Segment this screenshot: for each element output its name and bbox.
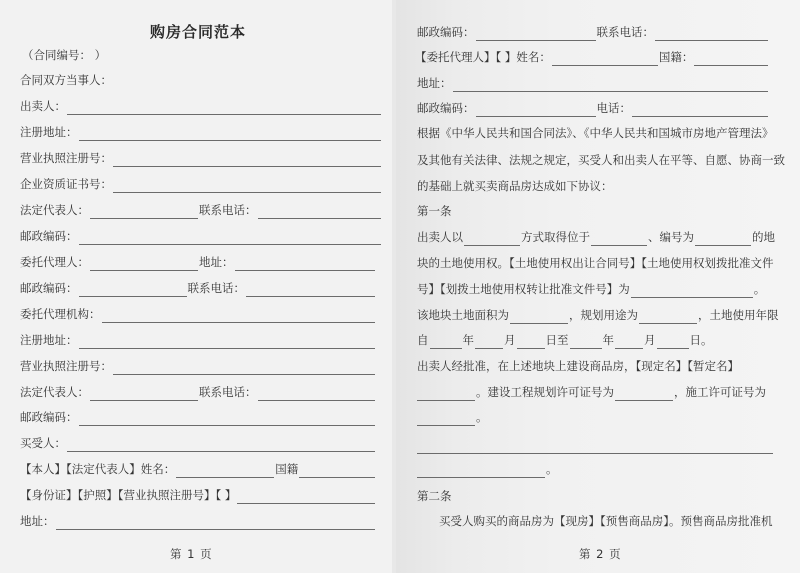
buyer-name-row — [20, 460, 376, 478]
qualification-row — [20, 175, 382, 193]
document-page-2 — [396, 0, 800, 573]
agent-label: 委托代理人： — [20, 255, 89, 269]
a1-line2-text: 块的土地使用权。【土地使用权出让合同号】【土地使用权划拨批准文件 — [417, 256, 774, 270]
p2-nationality-label: 国籍： — [658, 50, 694, 64]
postcode3-field[interactable] — [79, 412, 376, 426]
p2-address-label: 地址： — [417, 76, 452, 90]
p2-postcode-field[interactable] — [476, 27, 596, 41]
a1-line4-text-3: ，土地使用年限 — [698, 308, 779, 322]
license-no2-row — [20, 357, 376, 375]
additional-info-field[interactable] — [417, 440, 773, 454]
reg-address-field[interactable] — [79, 127, 382, 141]
contact-phone3-label: 联系电话： — [199, 385, 257, 399]
contact-phone2-field[interactable] — [246, 283, 375, 297]
postcode3-row — [20, 408, 376, 426]
additional-info-field-2[interactable] — [417, 464, 545, 478]
contract-number-label: （合同编号： ） — [22, 48, 107, 62]
land-number-field[interactable] — [695, 232, 751, 246]
p2-para1-line3 — [417, 177, 613, 195]
license-no2-field[interactable] — [113, 361, 375, 375]
p2-postcode2-label: 邮政编码： — [417, 101, 475, 115]
p2-para1-line1-text: 根据《中华人民共和国合同法》、《中华人民共和国城市房地产管理法》 — [417, 126, 774, 140]
article-1-heading-text: 第一条 — [417, 204, 452, 218]
buyer-row — [20, 434, 376, 452]
p2-agent-name-label: 【委托代理人】【 】姓名： — [415, 50, 551, 64]
postcode-field[interactable] — [79, 231, 382, 245]
postcode2-field[interactable] — [79, 283, 187, 297]
buyer-address-row — [20, 512, 376, 530]
acquisition-method-field[interactable] — [464, 232, 520, 246]
reg-address-row — [20, 123, 382, 141]
a1-line8-period: 。 — [476, 410, 488, 424]
a1-line10 — [417, 460, 558, 478]
legal-rep2-field[interactable] — [90, 387, 198, 401]
agency-field[interactable] — [102, 309, 376, 323]
p2-address-field[interactable] — [453, 78, 769, 92]
p2-phone-field[interactable] — [632, 103, 768, 117]
a1-line1-text-2: 方式取得位于 — [521, 230, 590, 244]
license-no2-label: 营业执照注册号： — [20, 359, 112, 373]
postcode-label: 邮政编码： — [20, 229, 78, 243]
reg-address2-row — [20, 331, 376, 349]
a1-line3-period: 。 — [753, 282, 766, 296]
a1-line6-text: 出卖人经批准，在上述地块上建设商品房，【现定名】【暂定名】 — [417, 359, 739, 373]
p2-contact-phone-label: 联系电话： — [596, 25, 654, 39]
agent-row — [20, 253, 376, 271]
p2-para1-line3-text: 的基础上就买卖商品房达成如下协议： — [417, 179, 613, 193]
start-day-field[interactable] — [517, 335, 545, 349]
agency-label: 委托代理机构： — [20, 307, 101, 321]
buyer-field[interactable] — [67, 438, 375, 452]
agent-address-label: 地址： — [199, 255, 234, 269]
license-no-label: 营业执照注册号： — [20, 151, 112, 165]
qualification-label: 企业资质证书号： — [20, 177, 112, 191]
a1-line9 — [417, 436, 774, 454]
a1-line4 — [417, 306, 779, 324]
a1-line3 — [417, 280, 765, 298]
a1-line2 — [417, 254, 774, 272]
license-no-row — [20, 149, 382, 167]
month-label-2: 月 — [644, 333, 656, 347]
agent-field[interactable] — [90, 257, 198, 271]
p2-para1-line2-text: 及其他有关法律、法规之规定，买受人和出卖人在平等、自愿、协商一致 — [417, 153, 785, 167]
p2-phone-label: 电话： — [596, 101, 631, 115]
a1-line4-text-1: 该地块土地面积为 — [417, 308, 509, 322]
postcode3-label: 邮政编码： — [20, 410, 78, 424]
day-label-2: 日。 — [689, 333, 713, 347]
a2-line1 — [439, 512, 773, 530]
p2-contact-phone-field[interactable] — [655, 27, 768, 41]
p2-agent-name-field[interactable] — [552, 52, 658, 66]
buyer-label: 买受人： — [20, 436, 66, 450]
document-page-1 — [0, 0, 396, 573]
agent-address-field[interactable] — [235, 257, 376, 271]
land-doc-number-field[interactable] — [631, 284, 753, 298]
planning-permit-field[interactable] — [615, 387, 673, 401]
month-label: 月 — [504, 333, 516, 347]
planned-use-field[interactable] — [639, 310, 697, 324]
contact-phone-field[interactable] — [258, 205, 382, 219]
seller-label: 出卖人： — [20, 99, 66, 113]
contact-phone3-field[interactable] — [258, 387, 376, 401]
land-area-field[interactable] — [510, 310, 568, 324]
project-name-field[interactable] — [417, 387, 475, 401]
a1-line6 — [417, 357, 739, 375]
postcode-row — [20, 227, 382, 245]
page-number-1: 第 1 页 — [170, 547, 213, 561]
end-day-field[interactable] — [657, 335, 689, 349]
document-title: 购房合同范本 — [149, 23, 246, 41]
buyer-address-label: 地址： — [20, 514, 55, 528]
article-2-heading-text: 第二条 — [417, 489, 452, 503]
p2-para1-line1 — [417, 124, 774, 142]
parties-heading — [20, 71, 112, 89]
day-to-label: 日至 — [545, 333, 569, 347]
article-1-heading — [417, 202, 452, 220]
parties-heading-text: 合同双方当事人： — [20, 73, 112, 87]
legal-rep-row — [20, 201, 382, 219]
page-number-2: 第 2 页 — [579, 547, 622, 561]
agency-row — [20, 305, 376, 323]
contact-phone-label: 联系电话： — [199, 203, 257, 217]
buyer-name-label: 【本人】【法定代表人】姓名： — [20, 462, 176, 476]
start-year-field[interactable] — [430, 335, 462, 349]
seller-row — [20, 97, 382, 115]
a1-line7-text-1: 。建设工程规划许可证号为 — [476, 385, 614, 399]
legal-rep-field[interactable] — [90, 205, 198, 219]
construction-permit-field[interactable] — [417, 412, 475, 426]
date-from-label: 自 — [417, 333, 429, 347]
seller-field[interactable] — [67, 101, 381, 115]
p2-postcode2-field[interactable] — [476, 103, 596, 117]
reg-address2-field[interactable] — [79, 335, 376, 349]
postcode2-row — [20, 279, 376, 297]
a1-line3-text: 号】【划拨土地使用权转让批准文件号】为 — [417, 282, 630, 296]
legal-rep2-label: 法定代表人： — [20, 385, 89, 399]
land-location-field[interactable] — [591, 232, 647, 246]
start-month-field[interactable] — [475, 335, 503, 349]
year-label-2: 年 — [602, 333, 614, 347]
p2-para1-line2 — [417, 151, 785, 169]
p2-postcode-row — [417, 23, 769, 41]
p2-address-row — [417, 74, 769, 92]
a1-line1-text-1: 出卖人以 — [417, 230, 463, 244]
reg-address-label: 注册地址： — [20, 125, 78, 139]
buyer-id-field[interactable] — [237, 490, 375, 504]
a1-line4-text-2: ，规划用途为 — [569, 308, 638, 322]
buyer-nationality-label: 国籍 — [275, 462, 299, 476]
a1-line1-text-4: 的地 — [752, 230, 775, 244]
a1-line7-text-2: ，施工许可证号为 — [674, 385, 766, 399]
contact-phone2-label: 联系电话： — [187, 281, 245, 295]
year-label: 年 — [462, 333, 474, 347]
end-year-field[interactable] — [570, 335, 602, 349]
p2-postcode2-row — [417, 99, 769, 117]
article-2-heading — [417, 487, 452, 505]
reg-address2-label: 注册地址： — [20, 333, 78, 347]
a2-line1-text: 买受人购买的商品房为【现房】【预售商品房】。预售商品房批准机 — [439, 514, 773, 528]
a1-line5-date-range — [417, 331, 713, 349]
legal-rep-label: 法定代表人： — [20, 203, 89, 217]
a1-line8 — [417, 408, 488, 426]
p2-nationality-field[interactable] — [694, 52, 768, 66]
a1-line10-period: 。 — [546, 462, 558, 476]
p2-postcode-label: 邮政编码： — [417, 25, 475, 39]
postcode2-label: 邮政编码： — [20, 281, 78, 295]
p2-agent-name-row — [415, 48, 769, 66]
legal-rep2-row — [20, 383, 376, 401]
a1-line7 — [417, 383, 766, 401]
buyer-nationality-field[interactable] — [299, 464, 375, 478]
buyer-id-row — [20, 486, 376, 504]
buyer-address-field[interactable] — [56, 516, 376, 530]
license-no-field[interactable] — [113, 153, 381, 167]
a1-line1 — [417, 228, 775, 246]
buyer-name-field[interactable] — [176, 464, 274, 478]
end-month-field[interactable] — [615, 335, 643, 349]
a1-line1-text-3: 、编号为 — [648, 230, 694, 244]
buyer-id-label: 【身份证】【护照】【营业执照注册号】【 】 — [20, 488, 237, 502]
qualification-field[interactable] — [113, 179, 381, 193]
contract-number-line — [22, 46, 106, 64]
